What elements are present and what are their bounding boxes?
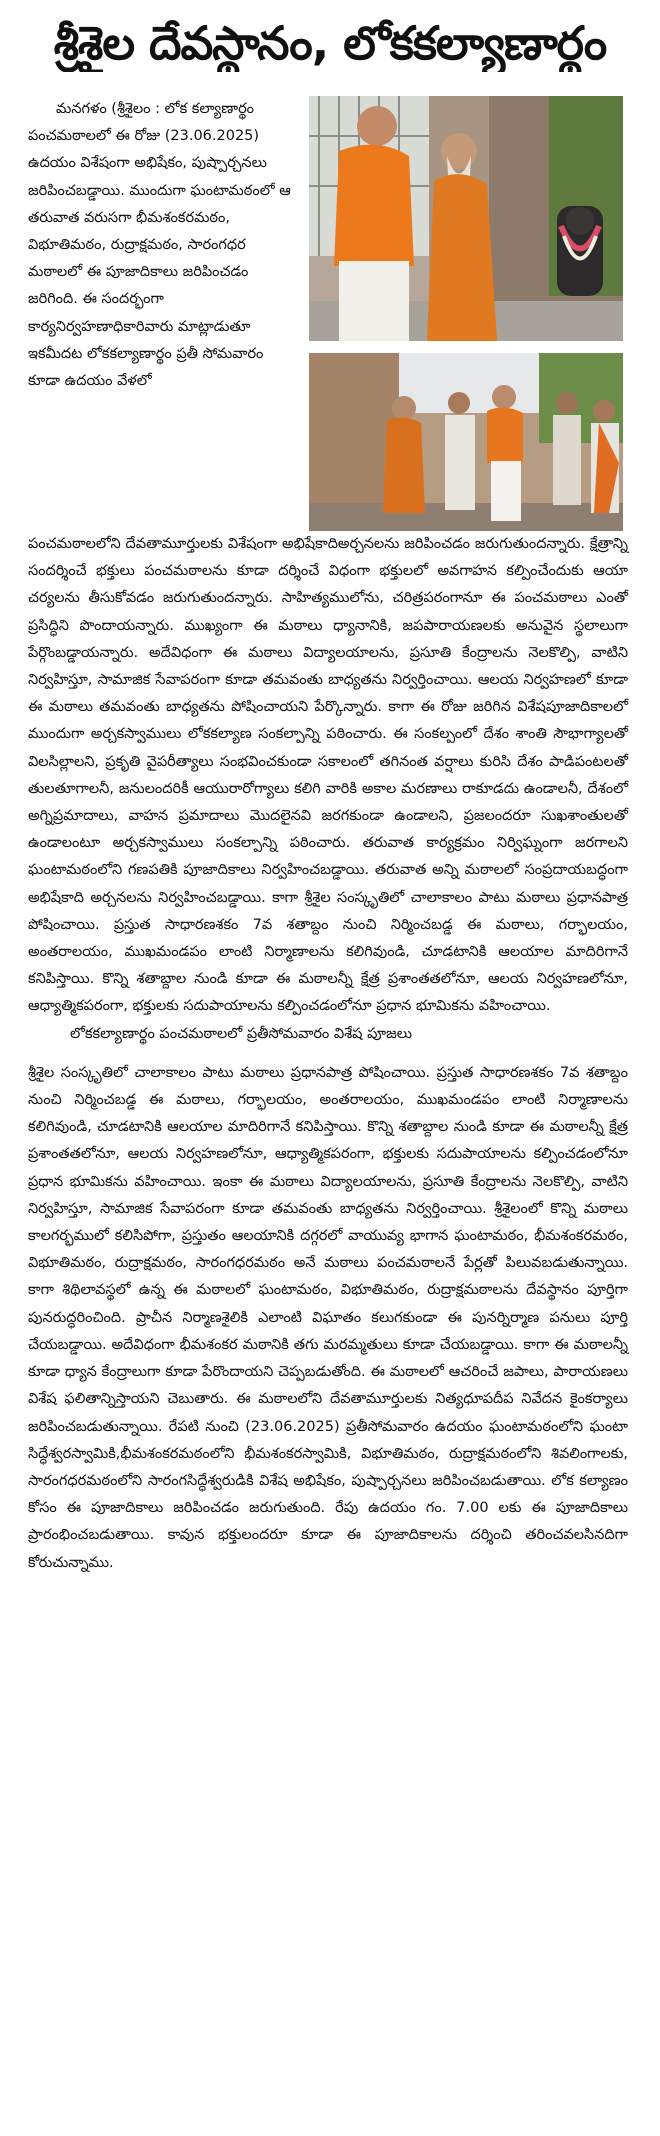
intro-column — [28, 96, 300, 395]
headline: శ్రీశైల దేవస్థానం, లోకకల్యాణార్థం — [53, 16, 607, 70]
photo-pancha-matha-visit-image — [309, 353, 623, 531]
article-body — [28, 531, 628, 1577]
body-paragraph: పంచమఠాలలోని దేవతామూర్తులకు విశేషంగా అభిషేకాదిఅర్చనలను జరిపించడం జరుగుతుందన్నారు. క్షేత్రాన్ని సందర్శించే భక్తులు పంచమఠాలను కూడా దర్శించే విధంగా భక్తులలో అవగాహన కల్పించేందుకు ఆయా చర్యలను తీసుకోవడం జరుగుతుందన్నారు. సాహిత్యములోను, చరిత్రపరంగానూ ఈ పంచమఠాలు ఎంతో ప్రసిద్ధిని పొందాయన్నారు. ముఖ్యంగా ఈ మఠాలు ధ్యానానికి, జపపారాయణలకు అనువైన స్థలాలుగా పేర్గొంబడ్డాయన్నారు. అదేవిధంగా ఈ మఠాలు విద్యాలయాలను, ప్రసూతి కేంద్రాలను నెలకొల్పి, వాటిని నిర్వహిస్తూ, సామాజిక సేవాపరంగా కూడా తమవంతు బాధ్యతను నిర్వర్తించాయి. ఆలయ నిర్వహణలో కూడా ఈ మఠాలు తమవంతు బాధ్యతను పోషించాయని పేర్కొన్నారు. కాగా ఈ రోజు జరిగిన విశేషపూజాదికాలలో ముందుగా అర్చకస్వాములు లోకకల్యాణ సంకల్పాన్ని పఠించారు. ఈ సంకల్పంలో దేశం శాంతి సౌభాగ్యాలతో విలసిల్లాలని, ప్రకృతి వైపరీత్యాలు సంభవించకుండా సకాలంలో తగినంత వర్షాలు కురిసి దేశం పాడిపంటలతో తులతూగాలనీ, జనులందరికీ ఆయురారోగ్యాలు కలిగి వారికి అకాల మరణాలు రాకూడదు ఉండాలనీ, దేశంలో అగ్నిప్రమాదాలు, వాహన ప్రమాదాలు మొదలైనవి జరగకుండా ఉండాలని, ప్రజలందరూ సుఖశాంతులతో ఉండాలంటూ అర్చకస్వాములు సంకల్పాన్ని పఠించారు. తరువాత కార్యక్రమం నిర్విఘ్నంగా జరగాలని ఘంటామఠంలోని గణపతికి పూజాదికాలు నిర్వహించబడ్డాయి. తరువాత అన్ని మఠాలలో సంప్రదాయబద్ధంగా అభిషేకాది అర్చనలను నిర్వహించబడ్డాయి. కాగా శ్రీశైల సంస్కృతిలో చాలాకాలం పాటు మఠాలు ప్రధానపాత్ర పోషించాయి. ప్రస్తుత సాధారణశకం 7వ శతాబ్దం నుంచి నిర్మించబడ్డ ఈ మఠాలు, గర్భాలయం, అంతరాలయం, ముఖమండపం లాంటి నిర్మాణాలను కలిగివుండి, చూడటానికి ఆలయాల మాదిరిగానే కనిపిస్తాయి. కొన్ని శతాబ్దాల నుండి కూడా ఈ మఠాలన్నీ క్షేత్ర ప్రశాంతతలోనూ, ఆలయ నిర్వహణలోనూ, ఆధ్యాత్మికపరంగా, భక్తులకు సదుపాయాలను కల్పించడంలోనూ ప్రధాన భూమికను వహించాయి. — [28, 536, 628, 1015]
subheading: లోకకల్యాణార్థం పంచమఠాలలో ప్రతీసోమవారం విశేష పూజలు — [70, 1025, 412, 1042]
photo-abhishekam-image — [309, 96, 623, 341]
body-paragraph-final: శ్రీశైల సంస్కృతిలో చాలాకాలం పాటు మఠాలు ప్రధానపాత్ర పోషించాయి. ప్రస్తుత సాధారణశకం 7వ శతాబ్దం నుంచి నిర్మించబడ్డ ఈ మఠాలు, గర్భాలయం, అంతరాలయం, ముఖమండపం లాంటి నిర్మాణాలను కలిగివుండి, చూడటానికి ఆలయాల మాదిరిగానే కనిపిస్తాయి. కొన్ని శతాబ్దాల నుండి కూడా ఈ మఠాలన్నీ క్షేత్ర ప్రశాంతతలోనూ, ఆలయ నిర్వహణలోనూ, ఆధ్యాత్మికపరంగా, భక్తులకు సదుపాయాలను కల్పించడంలోనూ ప్రధాన భూమికను వహించాయి. ఇంకా ఈ మఠాలు విద్యాలయాలను, ప్రసూతి కేంద్రాలను నెలకొల్పి, వాటిని నిర్వహిస్తూ, సామాజిక సేవాపరంగా కూడా తమవంతు బాధ్యతను నిర్వర్తించాయి. శ్రీశైలంలో కొన్ని మఠాలు కాలగర్భములో కలిసిపోగా, ప్రస్తుతం ఆలయానికి దగ్గరలో వాయువ్య భాగాన ఘంటామఠం, భీమశంకరమఠం, విభూతిమఠం, రుద్రాక్షమఠం, సారంగధరమఠం అనే మఠాలు పంచమఠాలనే పేర్లతో పిలువబడుతున్నాయి. కాగా శిథిలావస్థలో ఉన్న ఈ మఠాలలో ఘంటామఠం, విభూతిమఠం, రుద్రాక్షమఠాలను దేవస్థానం పూర్తిగా పునరుద్ధరించింది. ప్రాచీన నిర్మాణశైలికి ఎలాంటి విఘాతం కలుగకుండా ఈ పునర్నిర్మాణ పనులు పూర్తి చేయబడ్డాయి. అదేవిధంగా భీమశంకర మఠానికి తగు మరమ్మతులు కూడా చేయబడ్డాయి. కాగా ఈ మఠాలన్నీ కూడా ధ్యాన కేంద్రాలుగా కూడా పేరొందాయని చెప్పబడుతోంది. ఈ మఠాలలో ఆచరించే జపాలు, పారాయణలు విశేష ఫలితాన్నిస్తాయని చెబుతారు. ఈ మఠాలలోని దేవతామూర్తులకు నిత్యధూపదీప నివేదన కైంకర్యాలు జరిపించబడుతున్నాయి. రేపటి నుంచి (23.06.2025) ప్రతీసోమవారం ఉదయం ఘంటామఠంలోని ఘంటా సిద్ధేశ్వరస్వామికి,భీమశంకరమఠంలోని భీమశంకరస్వామికి, విభూతిమఠం, రుద్రాక్షమఠంలోని శివలింగాలకు, సారంగధరమఠంలోని సారంగసిద్ధేశ్వరుడికి విశేష అభిషేకం, పుష్పార్చనలు జరిపించబడుతాయి. లోక కల్యాణం కోసం ఈ పూజాదికాలు జరిపించడం జరుగుతుంది. రేపు ఉదయం గం. 7.00 లకు ఈ పూజాదికాలు ప్రారంభించబడుతాయి. కావున భక్తులందరూ కూడా ఈ పూజాదికాలను దర్శించి తరించవలసినదిగా కోరుచున్నాము. — [28, 1064, 628, 1571]
photo-abhishekam — [309, 96, 623, 341]
photo-pancha-matha-visit — [309, 353, 623, 531]
intro-paragraph: మనగళం (శ్రీశైలం : లోక కల్యాణార్థం పంచమఠాలలో ఈ రోజు (23.06.2025) ఉదయం విశేషంగా అభిషేకం, పుష్పార్చనలు జరిపించబడ్డాయి. ముందుగా ఘంటామఠంలో ఆ తరువాత వరుసగా భీమశంకరమఠం, విభూతిమఠం, రుద్రాక్షమఠం, సారంగధర మఠాలలో ఈ పూజాదికాలు జరిపించడం జరిగింది. ఈ సందర్భంగా కార్యనిర్వహణాధికారివారు మాట్లాడుతూ ఇకమీదట లోకకల్యాణార్థం ప్రతీ సోమవారం కూడా ఉదయం వేళలో — [28, 101, 291, 390]
